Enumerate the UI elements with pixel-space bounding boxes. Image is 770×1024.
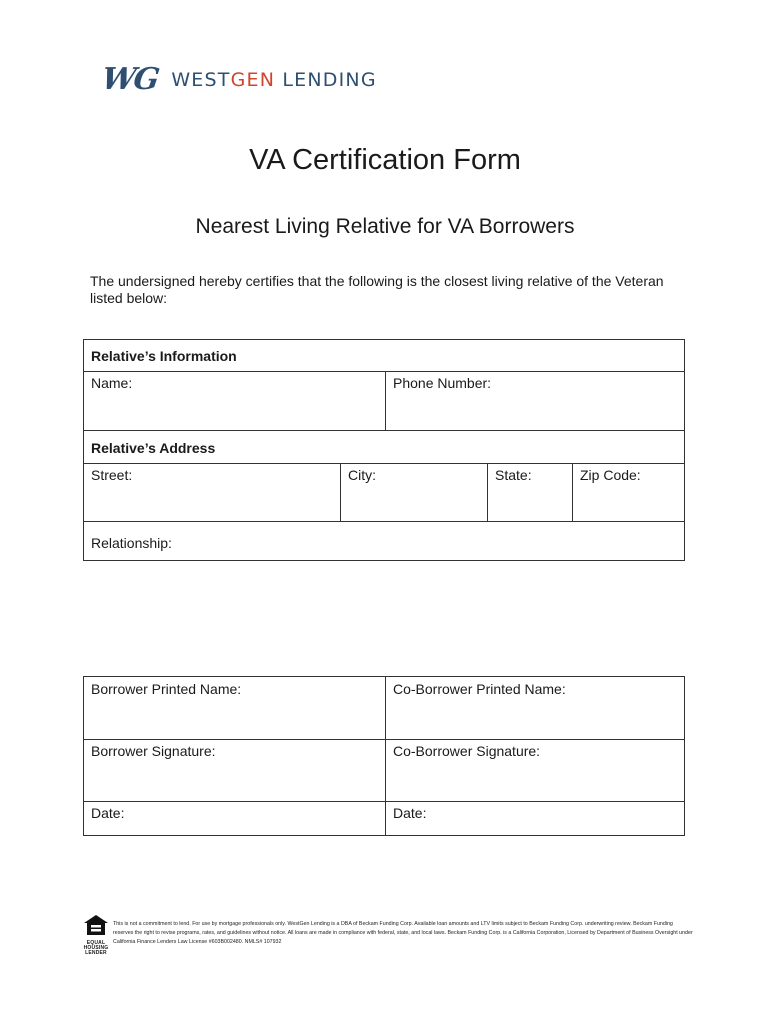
relative-name-field[interactable]: Name: [91, 375, 133, 391]
borrower-signature-field[interactable]: Borrower Signature: [91, 743, 216, 759]
ehl-text-line2: LENDER [85, 950, 107, 956]
relative-phone-field[interactable]: Phone Number: [393, 375, 492, 391]
coborrower-date-field[interactable]: Date: [393, 805, 427, 821]
city-field[interactable]: City: [348, 467, 376, 483]
borrower-date-field[interactable]: Date: [91, 805, 125, 821]
state-field[interactable]: State: [495, 467, 532, 483]
coborrower-signature-field[interactable]: Co-Borrower Signature: [393, 743, 541, 759]
borrower-printed-name-field[interactable]: Borrower Printed Name: [91, 681, 242, 697]
signature-table [83, 676, 685, 836]
westgen-logo [99, 58, 377, 102]
intro-text: The undersigned hereby certifies that the following is the closest living relative of the Veteran listed below: [90, 273, 664, 306]
zip-field[interactable]: Zip Code: [580, 467, 641, 483]
page-subtitle: Nearest Living Relative for VA Borrowers [195, 215, 575, 238]
relative-table [83, 339, 685, 561]
logo-wordmark: WESTGEN LENDING [171, 69, 377, 91]
relative-address-heading: Relative’s Address [91, 440, 216, 456]
logo-monogram: WG [99, 62, 160, 97]
relative-info-heading: Relative’s Information [91, 348, 237, 364]
equal-housing-lender-logo [82, 914, 110, 956]
relationship-field[interactable]: Relationship: [91, 535, 172, 551]
ehl-text-line1: EQUAL HOUSING [83, 940, 109, 951]
page-title: VA Certification Form [249, 144, 521, 176]
house-icon [83, 914, 109, 936]
coborrower-printed-name-field[interactable]: Co-Borrower Printed Name: [393, 681, 566, 697]
street-field[interactable]: Street: [91, 467, 133, 483]
footer-disclaimer: This is not a commitment to lend. For use by mortgage professionals only. WestGen Lending is a DBA of Beckam Funding Corp. Available loan amounts and LTV limits subject to Beckam Funding Corp. underwriting review. Beckam Funding reserves the right to revise programs, rates, and guidelines without notice. All loans are made in compliance with federal, state, and local laws. Beckam Funding Corp. is a California Corporation, Licensed by Department of Business Oversight under California Finance Lenders Law License #603B002480. NMLS# 107932 [113, 921, 693, 945]
